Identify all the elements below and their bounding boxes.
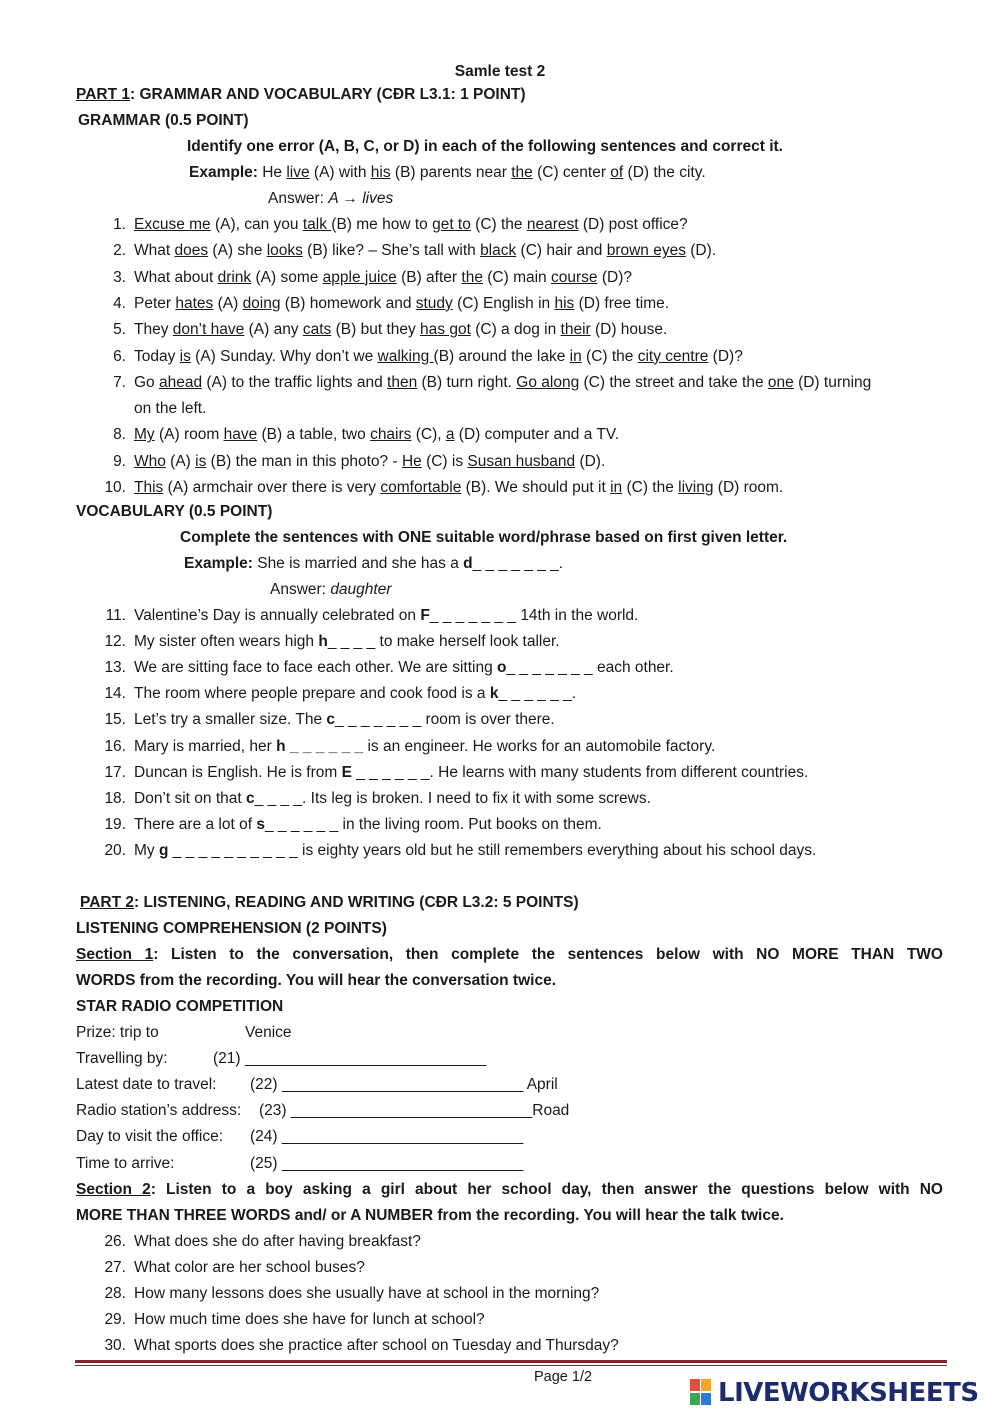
answer-blank: _ _ _ _ _ _ _ room is over there. xyxy=(335,711,555,729)
question-text: What sports does she practice after school on Tuesday and Thursday? xyxy=(134,1337,619,1355)
form-blank xyxy=(213,1049,486,1069)
sentence-text: (C), xyxy=(411,426,446,444)
first-letter: c xyxy=(246,789,255,807)
vocabulary-item xyxy=(104,737,715,757)
sentence-text: (A) she xyxy=(208,242,267,260)
sentence-text: Let’s try a smaller size. The xyxy=(134,711,327,729)
vocabulary-item xyxy=(104,841,816,861)
grammar-instruction: Identify one error (A, B, C, or D) in each of the following sentences and correct it. xyxy=(187,138,783,155)
sentence-text: (D) the city. xyxy=(623,164,706,181)
sentence-text: (B) the man in this photo? - xyxy=(206,452,402,470)
question-item xyxy=(104,1284,599,1304)
sentence-text: (C) a dog in xyxy=(470,321,561,339)
underlined-option: course xyxy=(551,268,598,286)
underlined-option: in xyxy=(610,479,623,496)
form-row xyxy=(76,1023,159,1043)
part1-heading-rest: : GRAMMAR AND VOCABULARY (CĐR L3.1: 1 POINT) xyxy=(129,86,526,103)
underlined-option: walking xyxy=(377,347,434,365)
underlined-option: nearest xyxy=(526,216,579,233)
sentence-text: (D) computer and a TV. xyxy=(454,426,620,444)
item-sentence xyxy=(134,374,871,391)
vocabulary-item xyxy=(104,710,555,730)
sentence-text: (B) a table, two xyxy=(257,426,371,444)
section2-text: : Listen to a boy asking a girl about her school day, then answer the questions below with NO xyxy=(150,1181,943,1198)
grammar-item xyxy=(104,452,605,472)
sentence-text: Peter xyxy=(134,294,176,312)
item-sentence xyxy=(134,453,605,470)
form-label: Day to visit the office: xyxy=(76,1128,224,1146)
sentence-text: (D) free time. xyxy=(574,294,670,312)
question-number: (24) xyxy=(250,1128,282,1146)
item-number: 17. xyxy=(104,763,126,781)
sentence-text: (A), can you xyxy=(210,216,303,233)
underlined-option: then xyxy=(387,373,418,391)
footer-rule xyxy=(75,1360,947,1363)
question-number: (21) xyxy=(213,1050,245,1068)
section2-instruction xyxy=(76,1180,943,1200)
vocabulary-example xyxy=(184,554,563,574)
grammar-item xyxy=(104,215,688,235)
page-number: Page 1/2 xyxy=(534,1369,593,1385)
sentence-text: (A) xyxy=(165,452,196,470)
vocab-example-pre: She is married and she has a xyxy=(252,555,464,572)
underlined-option: This xyxy=(134,479,164,496)
question-item xyxy=(104,1232,421,1252)
item-number: 7. xyxy=(113,373,126,391)
sentence-text: There are a lot of xyxy=(134,815,257,833)
question-text: How many lessons does she usually have at school in the morning? xyxy=(134,1285,600,1303)
form-row xyxy=(76,1049,168,1069)
form-title: STAR RADIO COMPETITION xyxy=(76,998,284,1015)
form-label: Radio station’s address: xyxy=(76,1102,242,1120)
form-blank xyxy=(259,1101,569,1121)
sentence-text: Valentine’s Day is annually celebrated on xyxy=(134,607,421,624)
answer-line: ____________________________ xyxy=(281,1076,524,1094)
item-number: 29. xyxy=(104,1311,126,1329)
vocabulary-item xyxy=(104,632,560,652)
item-number: 26. xyxy=(104,1233,126,1250)
answer-blank: _ _ _ _ _ _. xyxy=(498,685,577,703)
vocab-example-label: Example: xyxy=(184,555,253,572)
item-number: 18. xyxy=(104,789,126,807)
liveworksheets-logo xyxy=(690,1378,979,1408)
section1-label: Section 1 xyxy=(76,946,154,963)
underlined-option: is xyxy=(179,347,191,365)
vocab-answer-value: daughter xyxy=(330,581,392,598)
first-letter: h xyxy=(318,633,328,651)
sentence-text: Don’t sit on that xyxy=(134,789,247,807)
grammar-heading: GRAMMAR (0.5 POINT) xyxy=(78,112,249,129)
page-title: Samle test 2 xyxy=(454,63,546,80)
vocabulary-item xyxy=(104,684,576,704)
part1-heading xyxy=(76,85,526,105)
example-label: Example: xyxy=(189,164,258,181)
underlined-option: drink xyxy=(217,268,252,286)
underlined-option: My xyxy=(134,426,155,444)
grammar-item xyxy=(104,425,619,445)
sentence-text: What about xyxy=(134,268,218,286)
item-number: 6. xyxy=(113,347,126,365)
sentence-text: (B) after xyxy=(396,268,462,286)
item-number: 13. xyxy=(104,659,126,677)
underlined-option: the xyxy=(511,164,533,181)
sentence-text: They xyxy=(134,321,173,339)
answer-blank: _ _ _ _ _ _ _ each other. xyxy=(506,659,674,677)
first-letter: E xyxy=(341,763,352,781)
sentence-text: (C) the xyxy=(581,347,638,365)
sentence-text: We are sitting face to face each other. We are sitting xyxy=(134,659,498,677)
underlined-option: living xyxy=(678,479,714,496)
sentence-text: (C) center xyxy=(532,164,611,181)
part1-label: PART 1 xyxy=(76,86,130,103)
question-number: (22) xyxy=(250,1076,282,1094)
part2-heading xyxy=(80,893,579,913)
sentence-text: (D) room. xyxy=(713,479,784,496)
grammar-item xyxy=(104,373,871,393)
sentence-text: Duncan is English. He is from xyxy=(134,763,342,781)
answer-line: ____________________________ xyxy=(290,1102,533,1120)
sentence-text: (D) house. xyxy=(590,321,668,339)
grammar-item xyxy=(104,241,716,261)
question-number: (25) xyxy=(250,1154,282,1172)
first-letter: g xyxy=(158,841,169,859)
vocabulary-item xyxy=(104,606,638,626)
underlined-option: He xyxy=(401,452,422,470)
sentence-text: (A) Sunday. Why don’t we xyxy=(190,347,378,365)
sentence-text: (A) armchair over there is very xyxy=(163,479,381,496)
form-suffix: Road xyxy=(532,1102,570,1120)
underlined-option: a xyxy=(445,426,455,444)
sentence-text: (B). We should put it xyxy=(461,479,611,496)
underlined-option: talk xyxy=(302,216,332,233)
vocabulary-item xyxy=(104,763,808,783)
question-item xyxy=(104,1258,365,1278)
underlined-option: has got xyxy=(420,321,471,339)
sentence-text: (C) main xyxy=(482,268,551,286)
sentence-text: (C) the xyxy=(622,479,679,496)
answer-blank: _ _ _ _. Its leg is broken. I need to fix it with some screws. xyxy=(254,789,651,807)
form-blank xyxy=(250,1127,523,1147)
item-sentence xyxy=(134,348,743,365)
underlined-option: don’t have xyxy=(172,321,245,339)
section2-instruction-line2: MORE THAN THREE WORDS and/ or A NUMBER from the recording. You will hear the talk twice. xyxy=(76,1207,784,1224)
sentence-text: The room where people prepare and cook food is a xyxy=(134,685,490,703)
sentence-text: (B) but they xyxy=(331,321,421,339)
sentence-text: (B) turn right. xyxy=(417,373,517,391)
underlined-option: apple juice xyxy=(322,268,397,286)
sentence-text: (D). xyxy=(685,242,717,260)
logo-mark-icon xyxy=(690,1379,714,1407)
underlined-option: Go along xyxy=(516,373,580,391)
sentence-text: (A) with xyxy=(309,164,371,181)
section1-instruction-line2: WORDS from the recording. You will hear the conversation twice. xyxy=(76,972,557,989)
first-letter: s xyxy=(256,815,265,833)
item-sentence xyxy=(134,295,669,312)
underlined-option: hates xyxy=(175,294,214,312)
item-sentence xyxy=(134,321,667,338)
vocabulary-item xyxy=(104,789,651,809)
underlined-option: black xyxy=(480,242,517,260)
item-number: 9. xyxy=(113,452,126,470)
vocabulary-instruction: Complete the sentences with ONE suitable word/phrase based on first given letter. xyxy=(180,529,788,546)
item-number: 20. xyxy=(104,841,126,859)
vocab-example-blank: _ _ _ _ _ _ _. xyxy=(472,555,564,572)
sentence-text: (C) the xyxy=(470,216,527,233)
underlined-option: of xyxy=(610,164,624,181)
underlined-option: ahead xyxy=(158,373,203,391)
sentence-text: (A) to the traffic lights and xyxy=(202,373,388,391)
sentence-text: Today xyxy=(134,347,180,365)
item-number: 5. xyxy=(113,321,126,339)
sentence-text: Mary is married, her xyxy=(134,737,277,755)
item-number: 15. xyxy=(104,711,126,729)
item-sentence xyxy=(134,242,716,259)
item-sentence xyxy=(134,479,783,496)
underlined-option: comfortable xyxy=(380,479,462,496)
section1-instruction xyxy=(76,945,943,965)
vocab-answer-label: Answer: xyxy=(270,581,331,598)
underlined-option: live xyxy=(286,164,310,181)
grammar-example xyxy=(189,163,706,183)
answer-blank: _ _ _ _ _ _ _ _ _ _ is eighty years old but he still remembers everything about his school days. xyxy=(168,841,817,859)
underlined-option: one xyxy=(767,373,794,391)
sentence-text: (A) any xyxy=(244,321,303,339)
underlined-option: looks xyxy=(266,242,303,260)
section1-text: : Listen to the conversation, then complete the sentences below with NO MORE THAN TWO xyxy=(153,946,943,963)
part2-label: PART 2 xyxy=(80,894,134,911)
item-number: 28. xyxy=(104,1285,126,1303)
sentence-text: (A) room xyxy=(154,426,224,444)
form-value: Venice xyxy=(245,1024,292,1041)
underlined-option: Who xyxy=(134,452,166,470)
form-row xyxy=(76,1075,216,1095)
item-number: 8. xyxy=(113,426,126,444)
grammar-item xyxy=(104,320,667,340)
item-number: 3. xyxy=(113,268,126,286)
vocab-example-letter: d xyxy=(463,555,473,572)
item-number: 2. xyxy=(113,242,126,260)
sentence-text: He xyxy=(262,164,287,181)
first-letter: h _ _ _ _ _ _ xyxy=(276,737,364,755)
question-item xyxy=(104,1310,485,1330)
logo-text: LIVEWORKSHEETS xyxy=(718,1378,979,1408)
form-row xyxy=(76,1127,223,1147)
sentence-text: Go xyxy=(134,373,159,391)
vocabulary-answer xyxy=(270,580,392,600)
answer-blank: _ _ _ _ _ _ _ 14th in the world. xyxy=(429,607,639,624)
item-number: 11. xyxy=(105,607,126,624)
item-number: 27. xyxy=(104,1259,126,1277)
vocabulary-item xyxy=(104,658,674,678)
sentence-text: (B) homework and xyxy=(280,294,416,312)
item-number: 16. xyxy=(104,737,126,755)
form-blank xyxy=(250,1075,558,1095)
answer-blank: _ _ _ _ _ _ in the living room. Put books on them. xyxy=(264,815,602,833)
first-letter: o xyxy=(497,659,507,677)
underlined-option: his xyxy=(370,164,391,181)
form-label: Latest date to travel: xyxy=(76,1076,217,1094)
sentence-text: (B) me how to xyxy=(331,216,433,233)
answer-value: A → lives xyxy=(328,190,394,207)
question-text: What does she do after having breakfast? xyxy=(134,1233,421,1250)
question-text: What color are her school buses? xyxy=(134,1259,365,1277)
underlined-option: doing xyxy=(242,294,281,312)
sentence-text: (C) hair and xyxy=(516,242,607,260)
underlined-option: cats xyxy=(302,321,332,339)
first-letter: F xyxy=(420,607,430,624)
underlined-option: get to xyxy=(432,216,471,233)
underlined-option: brown eyes xyxy=(606,242,686,260)
grammar-item xyxy=(104,268,632,288)
sentence-text: (A) xyxy=(213,294,243,312)
form-row xyxy=(76,1154,174,1174)
sentence-text: (B) around the lake xyxy=(433,347,570,365)
item-sentence xyxy=(134,426,619,443)
underlined-option: the xyxy=(461,268,483,286)
item-number: 1. xyxy=(113,216,126,233)
item-number: 19. xyxy=(104,815,126,833)
form-label: Time to arrive: xyxy=(76,1154,175,1172)
item-sentence xyxy=(134,216,688,233)
sentence-text: (D) post office? xyxy=(578,216,688,233)
vocabulary-item xyxy=(104,815,602,835)
item-number: 30. xyxy=(104,1337,126,1355)
grammar-item xyxy=(104,294,669,314)
item-number: 10. xyxy=(104,479,126,496)
sentence-text: (A) some xyxy=(251,268,323,286)
form-label: Prize: trip to xyxy=(76,1024,159,1041)
underlined-option: his xyxy=(554,294,575,312)
item-sentence xyxy=(134,269,632,286)
underlined-option: chairs xyxy=(370,426,412,444)
item-number: 14. xyxy=(104,685,126,703)
question-number: (23) xyxy=(259,1102,291,1120)
answer-label: Answer: xyxy=(268,190,329,207)
underlined-option: Excuse me xyxy=(134,216,211,233)
sentence-text: What xyxy=(134,242,175,260)
answer-blank: _ _ _ _ to make herself look taller. xyxy=(327,633,560,651)
part2-heading-rest: : LISTENING, READING AND WRITING (CĐR L3.2: 5 POINTS) xyxy=(133,894,579,911)
answer-line: ____________________________ xyxy=(281,1128,524,1146)
sentence-text: (C) the street and take the xyxy=(579,373,768,391)
underlined-option: have xyxy=(223,426,258,444)
underlined-option: city centre xyxy=(637,347,709,365)
answer-line: ____________________________ xyxy=(244,1050,487,1068)
sentence-text: (D). xyxy=(575,452,606,470)
vocabulary-heading: VOCABULARY (0.5 POINT) xyxy=(76,503,273,520)
underlined-option: is xyxy=(195,452,207,470)
sentence-text: (C) English in xyxy=(452,294,555,312)
sentence-text: (D)? xyxy=(708,347,743,365)
grammar-item-continued: on the left. xyxy=(134,400,207,418)
underlined-option: study xyxy=(415,294,453,312)
underlined-option: their xyxy=(560,321,591,339)
sentence-text: My sister often wears high xyxy=(134,633,319,651)
question-item xyxy=(104,1336,619,1356)
footer-rule-thin xyxy=(75,1365,947,1366)
underlined-option: does xyxy=(174,242,209,260)
listening-heading: LISTENING COMPREHENSION (2 POINTS) xyxy=(76,920,387,937)
form-label: Travelling by: xyxy=(76,1050,168,1068)
grammar-item xyxy=(104,478,783,498)
sentence-text: (B) parents near xyxy=(390,164,512,181)
section2-label: Section 2 xyxy=(76,1181,151,1198)
form-suffix: April xyxy=(523,1076,558,1094)
sentence-text: (D)? xyxy=(597,268,632,286)
answer-blank: is an engineer. He works for an automobile factory. xyxy=(363,737,716,755)
form-blank xyxy=(250,1154,523,1174)
question-text: How much time does she have for lunch at school? xyxy=(134,1311,485,1329)
first-letter: c xyxy=(326,711,336,729)
item-number: 12. xyxy=(104,633,126,651)
sentence-text: My xyxy=(134,841,159,859)
sentence-text: (B) like? – She’s tall with xyxy=(302,242,481,260)
first-letter: k xyxy=(489,685,499,703)
underlined-option: Susan husband xyxy=(467,452,576,470)
grammar-item xyxy=(104,347,743,367)
sentence-text: (D) turning xyxy=(793,373,872,391)
form-row xyxy=(76,1101,241,1121)
item-number: 4. xyxy=(113,294,126,312)
underlined-option: in xyxy=(569,347,582,365)
answer-blank: _ _ _ _ _ _. He learns with many students from different countries. xyxy=(351,763,809,781)
example-sentence xyxy=(262,164,705,181)
grammar-answer xyxy=(268,189,393,209)
sentence-text: (C) is xyxy=(421,452,468,470)
answer-line: ____________________________ xyxy=(281,1154,524,1172)
